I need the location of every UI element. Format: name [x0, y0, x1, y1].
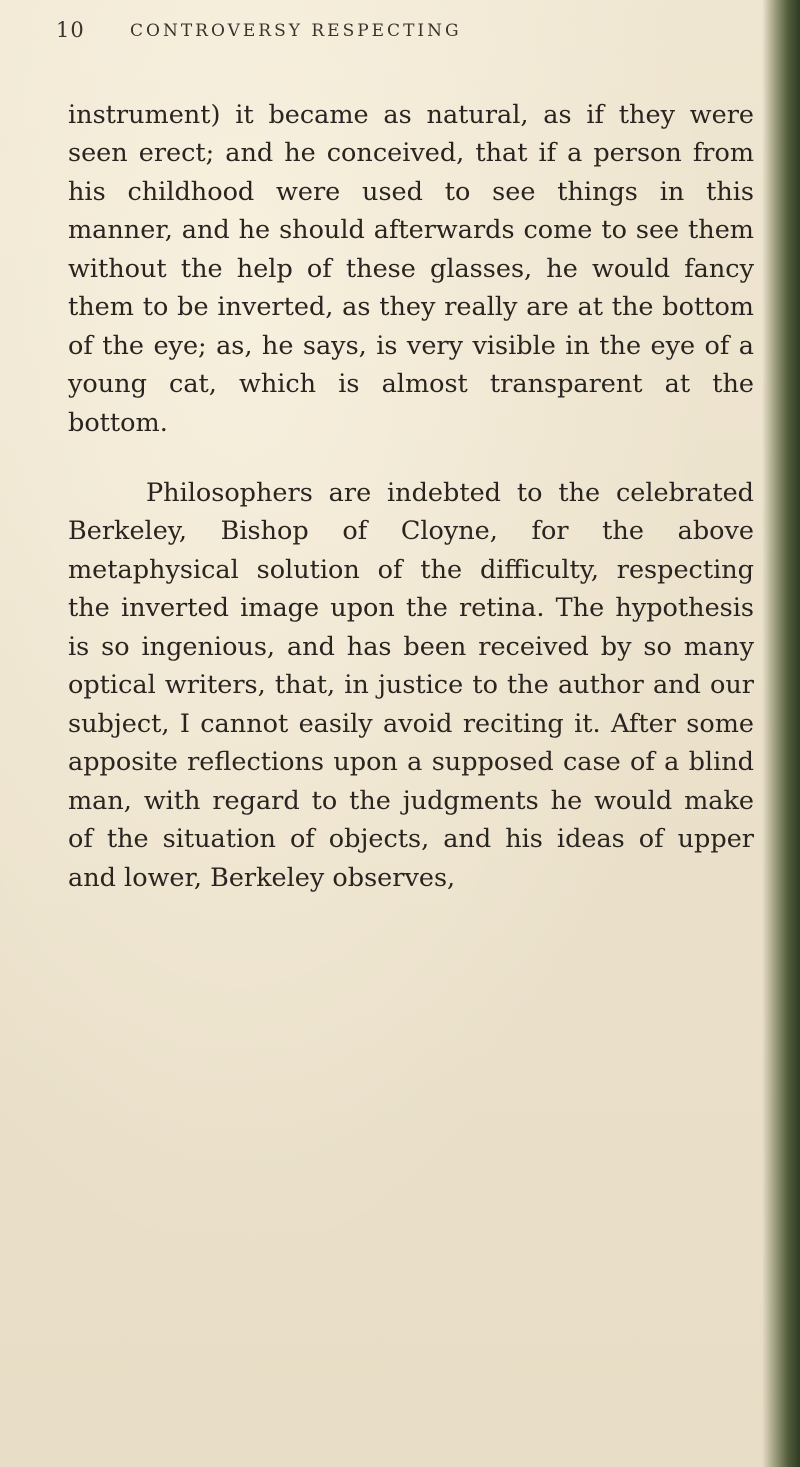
page-number: 10 [56, 18, 85, 42]
running-head: CONTROVERSY RESPECTING [130, 21, 462, 41]
paragraph-continuation: instrument) it became as natural, as if they were seen erect; and he conceived, that if a person from his childhood were used to see things in this manner, and he should afterwards come to see them without the help of these glasses, he would fancy them to be inverted, as they really are at the bottom of the eye; as, he says, is very visible in the eye of a young cat, which is almost transparent at the bottom. [68, 99, 754, 438]
page-binding-edge [762, 0, 800, 1467]
paragraph-berkeley: Philosophers are indebted to the celebrated Berkeley, Bishop of Cloyne, for the above metaphysical solution of the difficulty, respecting the inverted image upon the retina. The hypothesis is so ingenious, and has been received by so many optical writers, that, in justice to the author and our subject, I cannot easily avoid reciting it. After some apposite reflections upon a supposed case of a blind man, with regard to the judgments he would make of the situation of objects, and his ideas of upper and lower, Berkeley observes, [68, 477, 754, 893]
page-header [56, 18, 716, 58]
